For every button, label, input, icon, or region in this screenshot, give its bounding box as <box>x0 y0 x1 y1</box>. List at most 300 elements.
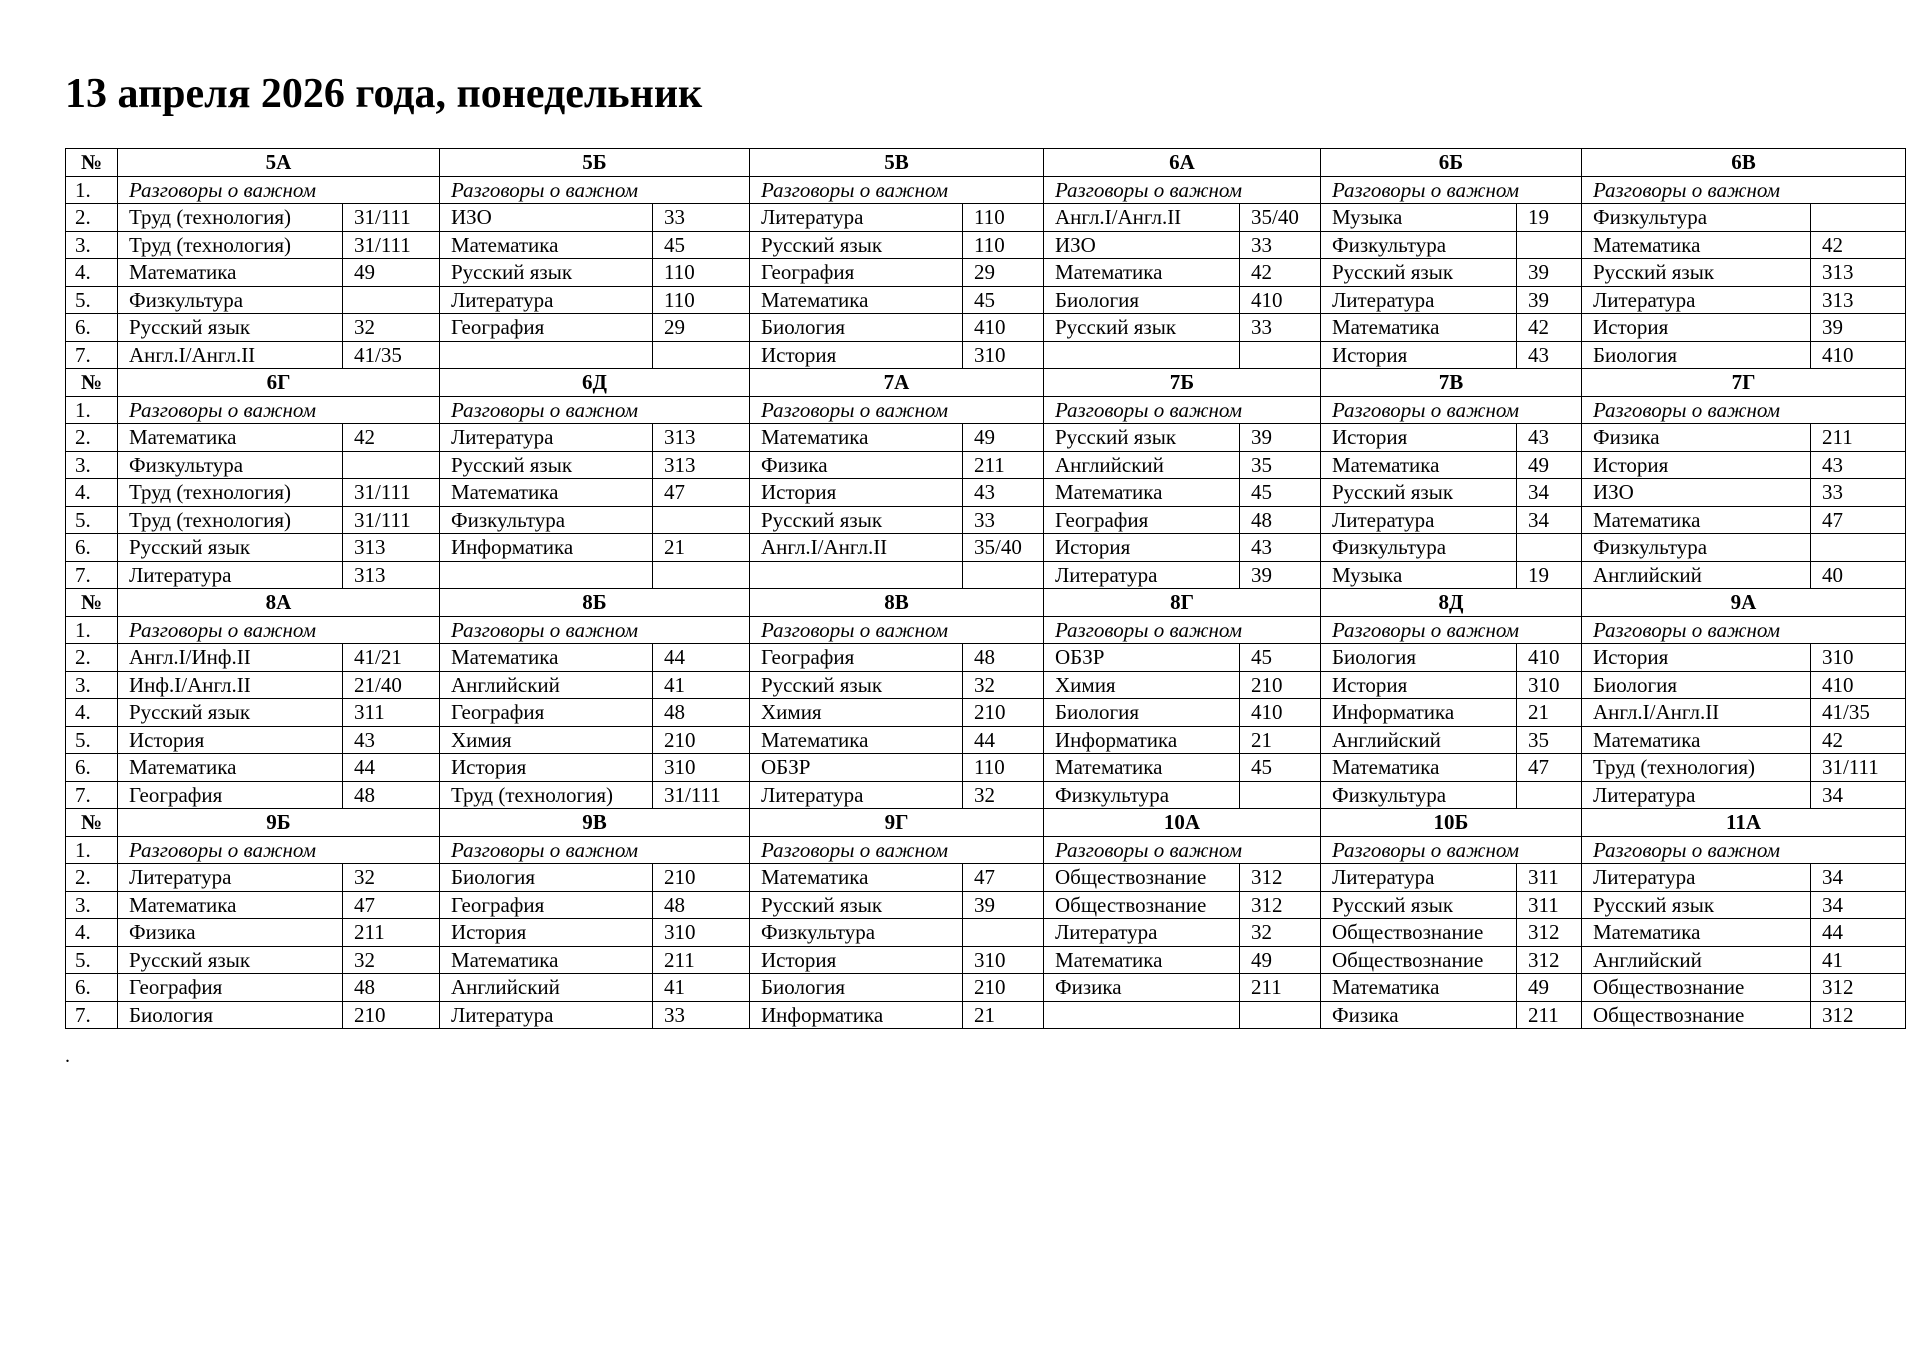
room-cell <box>963 919 1044 947</box>
lesson-row <box>66 836 1906 864</box>
room-cell: 211 <box>1240 974 1321 1002</box>
lesson-row <box>66 726 1906 754</box>
subject-cell: Математика <box>1044 259 1240 287</box>
subject-cell: Разговоры о важном <box>1321 616 1582 644</box>
subject-cell: Разговоры о важном <box>118 176 440 204</box>
room-cell: 19 <box>1517 204 1582 232</box>
subject-cell: Математика <box>750 864 963 892</box>
room-cell: 43 <box>1517 341 1582 369</box>
subject-cell: ИЗО <box>1044 231 1240 259</box>
room-cell: 29 <box>653 314 750 342</box>
room-cell: 43 <box>1517 424 1582 452</box>
room-cell: 34 <box>1517 506 1582 534</box>
room-cell: 42 <box>1517 314 1582 342</box>
subject-cell: Математика <box>750 286 963 314</box>
subject-cell: Математика <box>1044 946 1240 974</box>
subject-cell: Информатика <box>1044 726 1240 754</box>
lesson-row <box>66 644 1906 672</box>
room-cell: 310 <box>653 754 750 782</box>
room-cell: 32 <box>343 314 440 342</box>
room-cell: 45 <box>1240 479 1321 507</box>
class-name-header: 8Д <box>1321 589 1582 617</box>
subject-cell: Обществознание <box>1321 946 1517 974</box>
class-name-header: 6А <box>1044 149 1321 177</box>
lesson-row <box>66 204 1906 232</box>
lesson-row <box>66 946 1906 974</box>
subject-cell: ИЗО <box>1582 479 1811 507</box>
room-cell: 33 <box>1240 231 1321 259</box>
room-cell: 310 <box>653 919 750 947</box>
room-cell: 44 <box>1811 919 1906 947</box>
subject-cell: Русский язык <box>1321 891 1517 919</box>
subject-cell: География <box>440 699 653 727</box>
lesson-number: 4. <box>66 699 118 727</box>
subject-cell: Математика <box>1321 974 1517 1002</box>
subject-cell: Литература <box>118 561 343 589</box>
lesson-row <box>66 974 1906 1002</box>
lesson-number: 7. <box>66 561 118 589</box>
subject-cell: Разговоры о важном <box>1321 396 1582 424</box>
room-cell: 35 <box>1240 451 1321 479</box>
lesson-number-header: № <box>66 589 118 617</box>
room-cell: 42 <box>1811 231 1906 259</box>
lesson-number: 7. <box>66 781 118 809</box>
subject-cell: Разговоры о важном <box>1582 396 1906 424</box>
lesson-number-header: № <box>66 809 118 837</box>
subject-cell: Математика <box>1321 314 1517 342</box>
subject-cell: Математика <box>1321 754 1517 782</box>
room-cell: 31/111 <box>343 479 440 507</box>
subject-cell: Физкультура <box>440 506 653 534</box>
subject-cell: Разговоры о важном <box>1044 616 1321 644</box>
subject-cell: Англ.I/Англ.II <box>1044 204 1240 232</box>
class-name-header: 6Д <box>440 369 750 397</box>
subject-cell: Литература <box>440 424 653 452</box>
subject-cell: Обществознание <box>1582 974 1811 1002</box>
room-cell: 42 <box>343 424 440 452</box>
subject-cell: Английский <box>1582 561 1811 589</box>
subject-cell: Обществознание <box>1582 1001 1811 1029</box>
subject-cell: Физкультура <box>1044 781 1240 809</box>
lesson-row <box>66 891 1906 919</box>
subject-cell: Математика <box>118 891 343 919</box>
lesson-number: 6. <box>66 974 118 1002</box>
subject-cell: Русский язык <box>118 699 343 727</box>
room-cell: 211 <box>1811 424 1906 452</box>
subject-cell: История <box>1321 671 1517 699</box>
subject-cell: Биология <box>1582 671 1811 699</box>
room-cell: 210 <box>963 699 1044 727</box>
room-cell: 21 <box>963 1001 1044 1029</box>
room-cell: 410 <box>1240 286 1321 314</box>
subject-cell: Химия <box>440 726 653 754</box>
room-cell <box>653 561 750 589</box>
room-cell: 313 <box>343 561 440 589</box>
lesson-number: 6. <box>66 754 118 782</box>
room-cell: 44 <box>653 644 750 672</box>
room-cell: 33 <box>1240 314 1321 342</box>
room-cell <box>1240 341 1321 369</box>
room-cell: 211 <box>1517 1001 1582 1029</box>
room-cell: 49 <box>963 424 1044 452</box>
lesson-row <box>66 231 1906 259</box>
room-cell: 211 <box>963 451 1044 479</box>
subject-cell: Английский <box>440 974 653 1002</box>
room-cell <box>1517 231 1582 259</box>
room-cell: 410 <box>1517 644 1582 672</box>
class-name-header: 7Г <box>1582 369 1906 397</box>
subject-cell: Физкультура <box>1321 534 1517 562</box>
subject-cell: Физкультура <box>118 286 343 314</box>
room-cell: 40 <box>1811 561 1906 589</box>
subject-cell: ОБЗР <box>1044 644 1240 672</box>
room-cell: 41/21 <box>343 644 440 672</box>
subject-cell: Литература <box>1321 864 1517 892</box>
room-cell: 47 <box>1811 506 1906 534</box>
subject-cell: Разговоры о важном <box>1321 836 1582 864</box>
room-cell: 35/40 <box>963 534 1044 562</box>
room-cell: 47 <box>963 864 1044 892</box>
room-cell: 41 <box>653 974 750 1002</box>
subject-cell: Литература <box>1321 286 1517 314</box>
room-cell: 31/111 <box>343 204 440 232</box>
subject-cell <box>1044 341 1240 369</box>
subject-cell: Математика <box>1582 919 1811 947</box>
room-cell: 32 <box>343 946 440 974</box>
room-cell: 410 <box>1240 699 1321 727</box>
subject-cell: Физкультура <box>1582 204 1811 232</box>
lesson-row <box>66 1001 1906 1029</box>
subject-cell: Русский язык <box>1044 314 1240 342</box>
subject-cell: Английский <box>1044 451 1240 479</box>
lesson-row <box>66 754 1906 782</box>
subject-cell: ОБЗР <box>750 754 963 782</box>
room-cell: 41/35 <box>1811 699 1906 727</box>
room-cell: 21 <box>1240 726 1321 754</box>
subject-cell: Информатика <box>1321 699 1517 727</box>
subject-cell: Разговоры о важном <box>750 836 1044 864</box>
subject-cell: География <box>750 259 963 287</box>
lesson-row <box>66 479 1906 507</box>
subject-cell: География <box>118 974 343 1002</box>
room-cell: 31/111 <box>343 506 440 534</box>
subject-cell: Разговоры о важном <box>1321 176 1582 204</box>
subject-cell: Русский язык <box>750 891 963 919</box>
subject-cell: История <box>750 341 963 369</box>
subject-cell: Математика <box>440 644 653 672</box>
room-cell: 49 <box>1517 451 1582 479</box>
subject-cell: Музыка <box>1321 204 1517 232</box>
subject-cell: Английский <box>440 671 653 699</box>
room-cell: 47 <box>1517 754 1582 782</box>
room-cell: 110 <box>653 286 750 314</box>
subject-cell: Информатика <box>440 534 653 562</box>
subject-cell: Русский язык <box>118 534 343 562</box>
lesson-number: 7. <box>66 1001 118 1029</box>
room-cell: 43 <box>343 726 440 754</box>
subject-cell: Труд (технология) <box>1582 754 1811 782</box>
room-cell: 39 <box>1240 561 1321 589</box>
subject-cell: Музыка <box>1321 561 1517 589</box>
subject-cell: Литература <box>1044 561 1240 589</box>
subject-cell: Английский <box>1321 726 1517 754</box>
room-cell: 410 <box>1811 671 1906 699</box>
subject-cell <box>440 341 653 369</box>
room-cell <box>1811 204 1906 232</box>
subject-cell: История <box>1321 424 1517 452</box>
lesson-number: 4. <box>66 479 118 507</box>
lesson-number: 7. <box>66 341 118 369</box>
room-cell: 110 <box>963 231 1044 259</box>
subject-cell: Русский язык <box>118 314 343 342</box>
subject-cell: История <box>1044 534 1240 562</box>
subject-cell: Русский язык <box>440 259 653 287</box>
room-cell: 41 <box>1811 946 1906 974</box>
subject-cell: Разговоры о важном <box>440 836 750 864</box>
lesson-number: 1. <box>66 176 118 204</box>
subject-cell: Математика <box>1044 479 1240 507</box>
room-cell: 312 <box>1811 974 1906 1002</box>
subject-cell: Химия <box>750 699 963 727</box>
lesson-number: 2. <box>66 864 118 892</box>
subject-cell: География <box>440 891 653 919</box>
room-cell: 41/35 <box>343 341 440 369</box>
subject-cell: Литература <box>1582 864 1811 892</box>
subject-cell: История <box>440 919 653 947</box>
subject-cell: Русский язык <box>118 946 343 974</box>
room-cell <box>1240 781 1321 809</box>
subject-cell: Разговоры о важном <box>440 616 750 644</box>
subject-cell: Разговоры о важном <box>1044 176 1321 204</box>
subject-cell: Математика <box>1321 451 1517 479</box>
room-cell: 49 <box>1240 946 1321 974</box>
subject-cell <box>1044 1001 1240 1029</box>
room-cell: 31/111 <box>343 231 440 259</box>
lesson-row <box>66 534 1906 562</box>
room-cell: 33 <box>653 1001 750 1029</box>
room-cell: 313 <box>1811 259 1906 287</box>
room-cell: 49 <box>343 259 440 287</box>
room-cell <box>1517 781 1582 809</box>
room-cell <box>1240 1001 1321 1029</box>
room-cell: 410 <box>963 314 1044 342</box>
subject-cell: Русский язык <box>750 231 963 259</box>
class-name-header: 8А <box>118 589 440 617</box>
lesson-row <box>66 314 1906 342</box>
subject-cell: Информатика <box>750 1001 963 1029</box>
room-cell: 44 <box>343 754 440 782</box>
room-cell: 32 <box>1240 919 1321 947</box>
room-cell <box>343 286 440 314</box>
subject-cell: Труд (технология) <box>118 231 343 259</box>
subject-cell: Труд (технология) <box>118 479 343 507</box>
subject-cell: История <box>750 946 963 974</box>
subject-cell: Разговоры о важном <box>1582 176 1906 204</box>
room-cell: 210 <box>343 1001 440 1029</box>
room-cell: 29 <box>963 259 1044 287</box>
room-cell: 21 <box>653 534 750 562</box>
lesson-row <box>66 919 1906 947</box>
lesson-number-header: № <box>66 149 118 177</box>
room-cell: 43 <box>1240 534 1321 562</box>
subject-cell: Физкультура <box>118 451 343 479</box>
room-cell: 312 <box>1517 919 1582 947</box>
subject-cell: Разговоры о важном <box>750 176 1044 204</box>
lesson-row <box>66 506 1906 534</box>
class-name-header: 5А <box>118 149 440 177</box>
subject-cell: География <box>750 644 963 672</box>
class-name-header: 9А <box>1582 589 1906 617</box>
subject-cell: История <box>1582 314 1811 342</box>
class-name-header: 6Г <box>118 369 440 397</box>
lesson-number: 6. <box>66 314 118 342</box>
lesson-number: 2. <box>66 644 118 672</box>
subject-cell: История <box>1321 341 1517 369</box>
room-cell: 311 <box>1517 864 1582 892</box>
room-cell: 31/111 <box>653 781 750 809</box>
subject-cell: История <box>750 479 963 507</box>
subject-cell: Русский язык <box>1582 259 1811 287</box>
subject-cell: Разговоры о важном <box>118 836 440 864</box>
room-cell: 310 <box>1517 671 1582 699</box>
room-cell <box>1811 534 1906 562</box>
room-cell: 313 <box>1811 286 1906 314</box>
room-cell: 44 <box>963 726 1044 754</box>
room-cell: 312 <box>1811 1001 1906 1029</box>
subject-cell: Литература <box>440 286 653 314</box>
room-cell: 110 <box>963 754 1044 782</box>
subject-cell: Разговоры о важном <box>1582 836 1906 864</box>
class-name-header: 9Б <box>118 809 440 837</box>
room-cell: 32 <box>963 781 1044 809</box>
subject-cell: Физика <box>1044 974 1240 1002</box>
subject-cell: Разговоры о важном <box>440 176 750 204</box>
subject-cell: Физкультура <box>1582 534 1811 562</box>
subject-cell: Биология <box>1582 341 1811 369</box>
room-cell <box>1517 534 1582 562</box>
subject-cell: Труд (технология) <box>118 506 343 534</box>
subject-cell: Математика <box>750 726 963 754</box>
room-cell: 45 <box>1240 644 1321 672</box>
subject-cell: Физкультура <box>1321 781 1517 809</box>
room-cell: 310 <box>963 341 1044 369</box>
room-cell: 48 <box>343 781 440 809</box>
subject-cell: География <box>118 781 343 809</box>
subject-cell: Математика <box>1582 726 1811 754</box>
lesson-number: 4. <box>66 919 118 947</box>
class-name-header: 10Б <box>1321 809 1582 837</box>
room-cell: 45 <box>963 286 1044 314</box>
room-cell: 35/40 <box>1240 204 1321 232</box>
subject-cell: Химия <box>1044 671 1240 699</box>
footer-dot: . <box>65 1045 70 1067</box>
subject-cell: Математика <box>1582 231 1811 259</box>
subject-cell: ИЗО <box>440 204 653 232</box>
lesson-number: 5. <box>66 286 118 314</box>
subject-cell: Биология <box>440 864 653 892</box>
class-name-header: 10А <box>1044 809 1321 837</box>
subject-cell: Обществознание <box>1044 864 1240 892</box>
subject-cell: Биология <box>118 1001 343 1029</box>
subject-cell: Разговоры о важном <box>118 616 440 644</box>
room-cell: 210 <box>1240 671 1321 699</box>
room-cell: 32 <box>963 671 1044 699</box>
room-cell: 313 <box>343 534 440 562</box>
subject-cell: Математика <box>440 946 653 974</box>
room-cell: 39 <box>1517 259 1582 287</box>
subject-cell: Физкультура <box>750 919 963 947</box>
room-cell: 33 <box>963 506 1044 534</box>
subject-cell: История <box>118 726 343 754</box>
class-name-header: 11А <box>1582 809 1906 837</box>
schedule-table <box>65 148 1906 1029</box>
subject-cell: Литература <box>750 781 963 809</box>
subject-cell: Англ.I/Инф.II <box>118 644 343 672</box>
lesson-number: 5. <box>66 946 118 974</box>
lesson-row <box>66 561 1906 589</box>
lesson-row <box>66 616 1906 644</box>
subject-cell: Математика <box>440 479 653 507</box>
room-cell: 39 <box>1811 314 1906 342</box>
subject-cell: Русский язык <box>750 506 963 534</box>
room-cell: 32 <box>343 864 440 892</box>
subject-cell: Русский язык <box>1321 259 1517 287</box>
subject-cell: Англ.I/Англ.II <box>1582 699 1811 727</box>
class-header-row <box>66 149 1906 177</box>
class-header-row <box>66 589 1906 617</box>
room-cell: 49 <box>1517 974 1582 1002</box>
subject-cell: Физика <box>1582 424 1811 452</box>
subject-cell: История <box>1582 451 1811 479</box>
lesson-number: 1. <box>66 836 118 864</box>
room-cell <box>963 561 1044 589</box>
room-cell: 48 <box>343 974 440 1002</box>
subject-cell: Англ.I/Англ.II <box>118 341 343 369</box>
lesson-number-header: № <box>66 369 118 397</box>
lesson-number: 2. <box>66 424 118 452</box>
room-cell: 39 <box>1517 286 1582 314</box>
subject-cell: Математика <box>1044 754 1240 782</box>
subject-cell: География <box>440 314 653 342</box>
room-cell: 31/111 <box>1811 754 1906 782</box>
class-name-header: 7В <box>1321 369 1582 397</box>
lesson-row <box>66 699 1906 727</box>
subject-cell: Литература <box>118 864 343 892</box>
subject-cell: Разговоры о важном <box>1582 616 1906 644</box>
room-cell: 310 <box>963 946 1044 974</box>
room-cell: 211 <box>343 919 440 947</box>
room-cell: 42 <box>1240 259 1321 287</box>
room-cell: 210 <box>963 974 1044 1002</box>
lesson-row <box>66 424 1906 452</box>
class-name-header: 5Б <box>440 149 750 177</box>
room-cell: 48 <box>1240 506 1321 534</box>
room-cell: 410 <box>1811 341 1906 369</box>
room-cell: 110 <box>963 204 1044 232</box>
class-name-header: 9Г <box>750 809 1044 837</box>
class-name-header: 5В <box>750 149 1044 177</box>
class-name-header: 6Б <box>1321 149 1582 177</box>
room-cell: 48 <box>653 891 750 919</box>
subject-cell: Русский язык <box>1044 424 1240 452</box>
subject-cell: Русский язык <box>1582 891 1811 919</box>
subject-cell: Разговоры о важном <box>440 396 750 424</box>
room-cell: 34 <box>1811 864 1906 892</box>
subject-cell: Математика <box>118 754 343 782</box>
room-cell: 42 <box>1811 726 1906 754</box>
room-cell: 43 <box>963 479 1044 507</box>
room-cell: 33 <box>1811 479 1906 507</box>
